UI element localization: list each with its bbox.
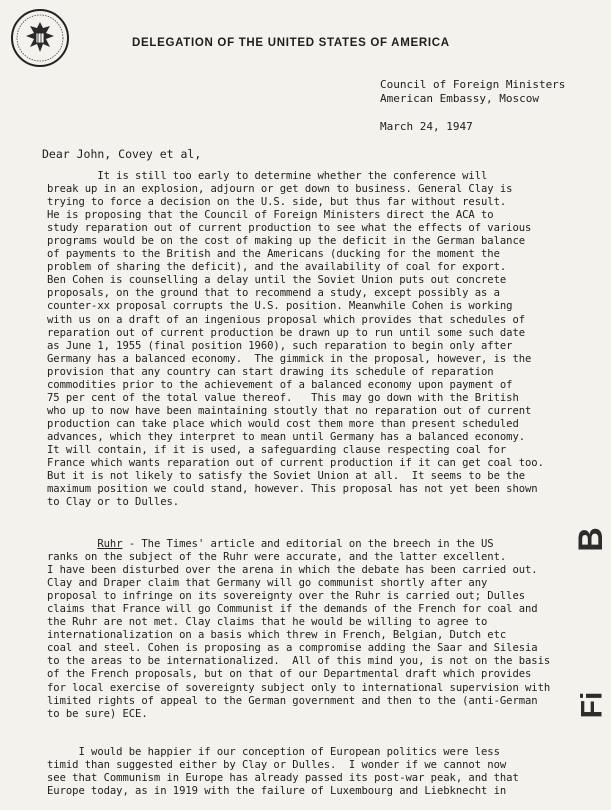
us-seal-icon <box>10 6 70 70</box>
sender-location-line2: American Embassy, Moscow <box>380 92 539 105</box>
stamp-letter-b: B <box>572 527 611 552</box>
stamp-letters-fi: Fi <box>575 691 609 719</box>
ruhr-heading: Ruhr <box>97 538 123 550</box>
salutation: Dear John, Covey et al, <box>42 147 202 161</box>
sender-location <box>380 78 565 106</box>
paragraph-ruhr-text: - The Times' article and editorial on the breech in the US ranks on the subject of the Ruhr were accurate, and the latter excellent. I have been disturbed over the arena in which the debate has been carried out. Clay and Draper claim that Germany will go communist shortly after any proposal to infringe on its sovereignty over the Ruhr is carried out; Dulles claims that France will go Communist if the demands of the French for coal and the Ruhr are not met. Clay claims that he would be willing to agree to internationalization on a basis which threw in French, Belgian, Dutch etc coal and steel. Cohen is proposing as a compromise adding the Saar and Silesia to the areas to be internationalized. All of this mind you, is not on the basis of the French proposals, but on that of our Departmental draft which provides for local exercise of sovereignty subject only to international supervision with limited rights of appeal to the German government and then to the (anti-German to be sure) ECE. <box>47 538 551 720</box>
letterhead-title: DELEGATION OF THE UNITED STATES OF AMERICA <box>132 37 450 49</box>
sender-location-line1: Council of Foreign Ministers <box>380 78 566 91</box>
letter-date: March 24, 1947 <box>380 120 473 133</box>
paragraph-conference: It is still too early to determine whether the conference will break up in an explosion, adjourn or get down to business. General Clay is trying to force a decision on the U.S. side, but thus far without result. He is proposing that the Council of Foreign Ministers direct the ACA to study reparation out of current production to see what the effects of various programs would be on the cost of making up the deficit in the German balance of payments to the British and the Americans (ducking for the moment the problem of sharing the deficit), and the availability of coal for export. Ben Cohen is counselling a delay until the Soviet Union puts out concrete proposals, on the ground that to recommend a study, except possibly as a counter-xx proposal corrupts the U.S. position. Meanwhile Cohen is working with us on a draft of an ingenious proposal which provides that schedules of reparation out of current production be drawn up to run until some such date as June 1, 1955 (final position 1960), such reparation to begin only after Germany has a balanced economy. The gimmick in the proposal, however, is the provision that any country can start drawing its schedule of reparation commodities prior to the achievement of a balanced economy upon payment of 75 per cent of the total value thereof. This may go down with the British who up to now have been maintaining stoutly that no reparation out of current production can take place which would cost them more than present scheduled advances, which they interpret to mean until Germany has a balanced economy. It will contain, if it is used, a safeguarding clause respecting coal for France which wants reparation out of current production if it can get coal too. But it is not likely to satisfy the Soviet Union at all. It seems to be the maximum position we could stand, however. This proposal has not yet been shown to Clay or to Dulles. <box>47 170 544 509</box>
paragraph-ruhr <box>47 538 592 721</box>
paragraph-european-politics: I would be happier if our conception of European politics were less timid than suggested either by Clay or Dulles. I wonder if we cannot now see that Communism in Europe has already passed its post-war peak, and that Europe today, as in 1919 with the failure of Luxembourg and Liebknecht in <box>47 746 519 798</box>
